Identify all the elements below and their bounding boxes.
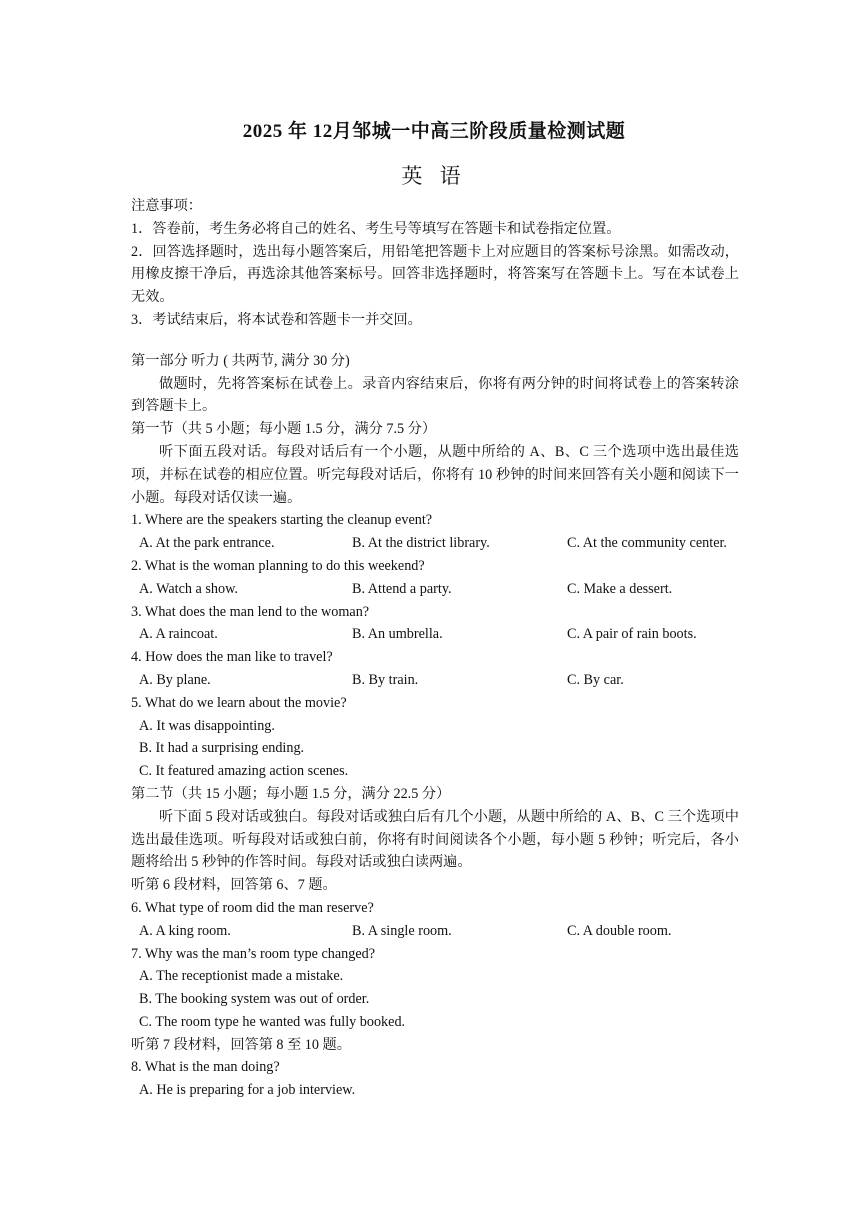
option-a: A. By plane. <box>139 671 211 688</box>
question-4-options <box>131 669 739 692</box>
option-a: A. Watch a show. <box>139 580 238 597</box>
question-7-stem: 7. Why was the man’s room type changed? <box>131 945 376 962</box>
notice-item-1: 1．答卷前，考生务必将自己的姓名、考生号等填写在答题卡和试卷指定位置。 <box>131 220 621 237</box>
option-b: B. The booking system was out of order. <box>139 991 370 1008</box>
subject-title: 英 语 <box>401 164 467 188</box>
notice-heading: 注意事项： <box>131 198 202 214</box>
question-5-stem: 5. What do we learn about the movie? <box>131 694 347 711</box>
question-8-stem: 8. What is the man doing? <box>131 1059 280 1076</box>
option-b: B. A single room. <box>352 922 452 939</box>
question-6-options <box>131 920 739 943</box>
question-1-options <box>131 532 739 555</box>
option-a: A. The receptionist made a mistake. <box>139 968 344 985</box>
part1-instruction: 做题时，先将答案标在试卷上。录音内容结束后，你将有两分钟的时间将试卷上的答案转涂到答题卡上。 <box>131 375 739 415</box>
option-c: C. A pair of rain boots. <box>567 626 697 643</box>
material-6-heading: 听第 6 段材料，回答第 6、7 题。 <box>131 877 337 894</box>
option-c: C. Make a dessert. <box>567 580 673 597</box>
question-4-stem: 4. How does the man like to travel? <box>131 649 333 666</box>
option-a: A. At the park entrance. <box>139 535 275 552</box>
option-c: C. At the community center. <box>567 535 727 552</box>
part1-heading: 第一部分 听力 ( 共两节, 满分 30 分) <box>131 352 350 369</box>
option-b: B. Attend a party. <box>352 580 452 597</box>
material-7-heading: 听第 7 段材料，回答第 8 至 10 题。 <box>131 1036 351 1053</box>
notice-item-3: 3．考试结束后，将本试卷和答题卡一并交回。 <box>131 311 422 328</box>
option-c: C. By car. <box>567 671 624 688</box>
option-c: C. A double room. <box>567 922 672 939</box>
option-c: C. It featured amazing action scenes. <box>139 763 349 780</box>
option-b: B. By train. <box>352 671 419 688</box>
option-c: C. The room type he wanted was fully booked. <box>139 1013 406 1030</box>
question-1-stem: 1. Where are the speakers starting the cleanup event? <box>131 512 433 529</box>
option-b: B. At the district library. <box>352 535 490 552</box>
section1-heading: 第一节（共 5 小题；每小题 1.5 分，满分 7.5 分） <box>131 421 437 438</box>
exam-content <box>131 195 739 1102</box>
section1-instruction: 听下面五段对话。每段对话后有一个小题，从题中所给的 A、B、C 三个选项中选出最佳选项，并标在试卷的相应位置。听完每段对话后，你将有 10 秒钟的时间来回答有关小题和阅读下一小题。每段对话仅读一遍。 <box>131 443 739 506</box>
spacer <box>131 332 739 350</box>
question-2-stem: 2. What is the woman planning to do this weekend? <box>131 557 425 574</box>
question-3-options <box>131 623 739 646</box>
section2-heading: 第二节（共 15 小题；每小题 1.5 分，满分 22.5 分） <box>131 785 451 802</box>
section2-instruction: 听下面 5 段对话或独白。每段对话或独白后有几个小题，从题中所给的 A、B、C 三个选项中选出最佳选项。听每段对话或独白前，你将有时间阅读各个小题，每小题 5 秒钟；听完后，各小题将给出 5 秒钟的作答时间。每段对话或独白读两遍。 <box>131 808 739 871</box>
question-2-options <box>131 578 739 601</box>
option-a: A. It was disappointing. <box>139 717 275 734</box>
notice-item-2: 2．回答选择题时，选出每小题答案后，用铅笔把答题卡上对应题目的答案标号涂黑。如需改动，用橡皮擦干净后，再选涂其他答案标号。回答非选择题时，将答案写在答题卡上。写在本试卷上无效。 <box>131 243 739 306</box>
option-a: A. A raincoat. <box>139 626 218 643</box>
question-3-stem: 3. What does the man lend to the woman? <box>131 603 370 620</box>
option-b: B. An umbrella. <box>352 626 443 643</box>
option-a: A. A king room. <box>139 922 231 939</box>
question-6-stem: 6. What type of room did the man reserve? <box>131 899 374 916</box>
exam-title: 2025 年 12月邹城一中高三阶段质量检测试题 <box>242 121 626 142</box>
option-a: A. He is preparing for a job interview. <box>139 1082 356 1099</box>
option-b: B. It had a surprising ending. <box>139 740 305 757</box>
